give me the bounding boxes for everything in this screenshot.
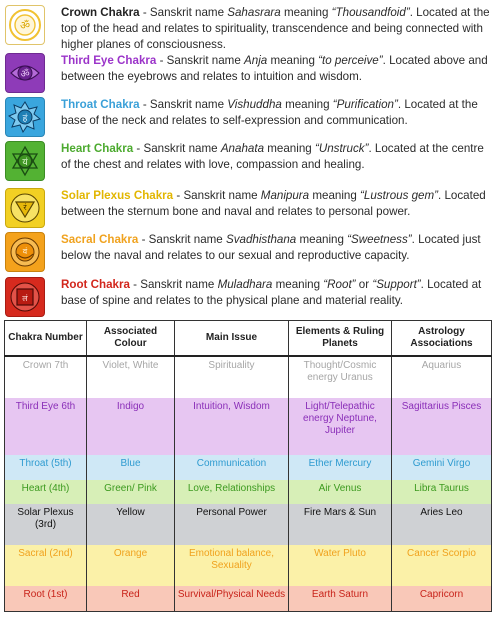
chakra-description: Heart Chakra - Sanskrit name Anahata meaning “Unstruck”. Located at the centre of the chest and relates with love, compassion and healing. — [61, 142, 484, 171]
desc-text: or — [355, 278, 373, 291]
table-cell: Green/ Pink — [87, 480, 175, 505]
table-cell: Red — [87, 586, 175, 611]
chakra-name: Crown Chakra — [61, 6, 140, 19]
table-cell: Intuition, Wisdom — [175, 398, 289, 455]
svg-text:वं: वं — [22, 247, 28, 256]
desc-text: meaning — [281, 98, 333, 111]
chakra-name: Throat Chakra — [61, 98, 140, 111]
chakra-item-sacral — [0, 231, 499, 275]
desc-text: - Sanskrit name — [139, 6, 228, 19]
heart-chakra-icon — [5, 141, 45, 181]
table-cell: Ether Mercury — [289, 455, 392, 480]
sanskrit-name: Sahasrara — [227, 6, 281, 19]
svg-text:हं: हं — [22, 114, 28, 124]
chakra-name: Solar Plexus Chakra — [61, 189, 174, 202]
table-row — [5, 504, 492, 545]
chakra-item-third-eye — [0, 52, 499, 96]
table-row — [5, 398, 492, 455]
table-row — [5, 480, 492, 505]
chakra-description: Solar Plexus Chakra - Sanskrit name Manipura meaning “Lustrous gem”. Located between the sternum bone and naval and relates to personal power. — [61, 189, 486, 218]
chakra-item-throat — [0, 96, 499, 140]
desc-text: . Located at the top of the head and relates to spirituality, transcendence and being connected with higher planes of consciousness. — [61, 6, 490, 51]
table-cell: Survival/Physical Needs — [175, 586, 289, 611]
meaning-text: Purification — [336, 98, 394, 111]
throat-chakra-icon — [5, 97, 45, 137]
meaning-text: Unstruck — [318, 142, 365, 155]
svg-text:ॐ: ॐ — [19, 19, 31, 32]
chakra-item-solar-plexus — [0, 187, 499, 231]
table-cell: Emotional balance, Sexuality — [175, 545, 289, 586]
table-cell: Violet, White — [87, 356, 175, 398]
desc-text: . Located at base of spine and relates to the physical plane and material reality. — [61, 278, 482, 307]
chakra-description: Crown Chakra - Sanskrit name Sahasrara meaning “Thousandfoid”. Located at the top of the head and relates to spirituality, transcendence and being connected with higher planes of consciousness. — [61, 6, 490, 51]
table-cell: Blue — [87, 455, 175, 480]
desc-text: - Sanskrit name — [138, 233, 226, 246]
desc-text: . Located at the centre of the chest and relates with love, compassion and healing. — [61, 142, 484, 171]
table-cell: Capricorn — [392, 586, 492, 611]
desc-text: . Located between the sternum bone and naval and relates to personal power. — [61, 189, 486, 218]
meaning-text: to perceive — [322, 54, 379, 67]
crown-chakra-icon — [5, 5, 45, 45]
sanskrit-name: Muladhara — [217, 278, 273, 291]
table-cell: Orange — [87, 545, 175, 586]
table-cell: Cancer Scorpio — [392, 545, 492, 586]
table-header-row — [5, 321, 492, 357]
table-cell: Sagittarius Pisces — [392, 398, 492, 455]
svg-text:यं: यं — [22, 158, 28, 168]
desc-text: meaning — [272, 278, 324, 291]
sanskrit-name: Anahata — [220, 142, 265, 155]
chakra-item-crown — [0, 4, 499, 51]
table-cell: Personal Power — [175, 504, 289, 545]
desc-text: meaning — [309, 189, 361, 202]
meaning-text: Root — [327, 278, 352, 291]
column-header: Chakra Number — [5, 321, 87, 357]
desc-text: - Sanskrit name — [129, 278, 218, 291]
table-row — [5, 356, 492, 398]
table-cell: Light/Telepathic energy Neptune, Jupiter — [289, 398, 392, 455]
chakra-associations-table — [4, 320, 492, 612]
table-cell: Thought/Cosmic energy Uranus — [289, 356, 392, 398]
desc-text: meaning — [296, 233, 348, 246]
table-cell: Spirituality — [175, 356, 289, 398]
chakra-name: Third Eye Chakra — [61, 54, 157, 67]
table-cell: Sacral (2nd) — [5, 545, 87, 586]
desc-text: . Located above and between the eyebrows and relates to intuition and wisdom. — [61, 54, 488, 83]
third-eye-chakra-icon — [5, 53, 45, 93]
chakra-name: Sacral Chakra — [61, 233, 139, 246]
sanskrit-name: Svadhisthana — [225, 233, 297, 246]
desc-text: - Sanskrit name — [156, 54, 245, 67]
table-cell: Air Venus — [289, 480, 392, 505]
chakra-item-heart — [0, 140, 499, 184]
table-row — [5, 455, 492, 480]
chakra-description: Third Eye Chakra - Sanskrit name Anja meaning “to perceive”. Located above and between the eyebrows and relates to intuition and wisdom. — [61, 54, 488, 83]
table-cell: Aries Leo — [392, 504, 492, 545]
table-cell: Earth Saturn — [289, 586, 392, 611]
sanskrit-name: Vishuddha — [227, 98, 282, 111]
table-cell: Gemini Virgo — [392, 455, 492, 480]
chakra-name: Root Chakra — [61, 278, 130, 291]
meaning-text: Lustrous gem — [363, 189, 435, 202]
svg-text:ॐ: ॐ — [20, 69, 30, 80]
meaning-text: Support — [376, 278, 417, 291]
chakra-description: Root Chakra - Sanskrit name Muladhara meaning “Root” or “Support”. Located at base of spine and relates to the physical plane and material reality. — [61, 278, 482, 307]
table-cell: Crown 7th — [5, 356, 87, 398]
table-cell: Solar Plexus (3rd) — [5, 504, 87, 545]
chakra-description: Throat Chakra - Sanskrit name Vishuddha meaning “Purification”. Located at the base of the neck and relates to self-expression and communication. — [61, 98, 478, 127]
svg-text:लं: लं — [22, 294, 28, 303]
column-header: Elements & Ruling Planets — [289, 321, 392, 357]
desc-text: - Sanskrit name — [133, 142, 221, 155]
desc-text: . Located just below the naval and relates to our sexual and reproductive capacity. — [61, 233, 481, 262]
desc-text: meaning — [267, 54, 319, 67]
table-row — [5, 586, 492, 611]
table-cell: Throat (5th) — [5, 455, 87, 480]
table-cell: Root (1st) — [5, 586, 87, 611]
table-cell: Aquarius — [392, 356, 492, 398]
sanskrit-name: Manipura — [260, 189, 310, 202]
column-header: Astrology Associations — [392, 321, 492, 357]
table-cell: Communication — [175, 455, 289, 480]
desc-text: - Sanskrit name — [173, 189, 261, 202]
meaning-text: Sweetness — [351, 233, 408, 246]
desc-text: meaning — [264, 142, 315, 155]
sacral-chakra-icon — [5, 232, 45, 272]
column-header: Associated Colour — [87, 321, 175, 357]
chakra-item-root — [0, 276, 499, 320]
table-cell: Indigo — [87, 398, 175, 455]
sanskrit-name: Anja — [244, 54, 268, 67]
desc-text: . Located at the base of the neck and relates to self-expression and communication. — [61, 98, 478, 127]
solar-plexus-chakra-icon — [5, 188, 45, 228]
chakra-description: Sacral Chakra - Sanskrit name Svadhisthana meaning “Sweetness”. Located just below the naval and relates to our sexual and reproductive capacity. — [61, 233, 481, 262]
table-cell: Heart (4th) — [5, 480, 87, 505]
svg-text:रं: रं — [23, 203, 27, 212]
table-cell: Fire Mars & Sun — [289, 504, 392, 545]
table-cell: Yellow — [87, 504, 175, 545]
table-cell: Libra Taurus — [392, 480, 492, 505]
table-row — [5, 545, 492, 586]
table-cell: Third Eye 6th — [5, 398, 87, 455]
table-cell: Love, Relationships — [175, 480, 289, 505]
table-cell: Water Pluto — [289, 545, 392, 586]
meaning-text: Thousandfoid — [335, 6, 406, 19]
desc-text: - Sanskrit name — [139, 98, 228, 111]
chakra-name: Heart Chakra — [61, 142, 134, 155]
root-chakra-icon — [5, 277, 45, 317]
desc-text: meaning — [280, 6, 332, 19]
column-header: Main Issue — [175, 321, 289, 357]
